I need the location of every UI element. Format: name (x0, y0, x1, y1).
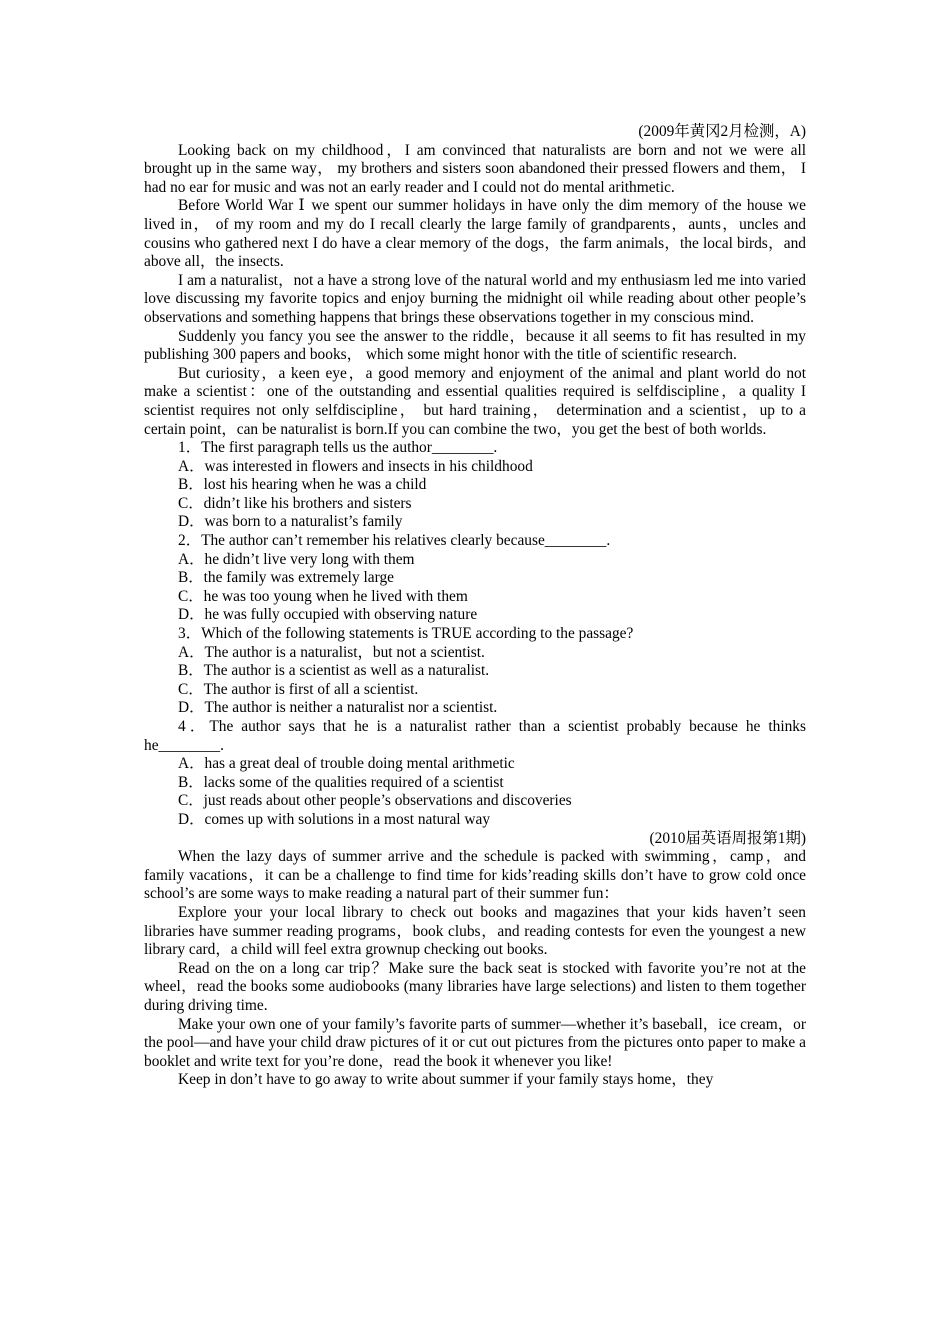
passage-paragraph: Make your own one of your family’s favorite parts of summer—whether it’s baseball，ice cream，or the pool—and have your child draw pictures of it or cut out pictures from the pictures onto paper to make a booklet and write text for you’re done，read the book it whenever you like! (144, 1015, 806, 1070)
answer-option: B．the family was extremely large (178, 569, 394, 587)
document-page (144, 123, 806, 1090)
passage-paragraph: Read on the on a long car trip？Make sure the back seat is stocked with favorite you’re not at the wheel，read the books some audiobooks (many libraries have large selections) and listen to them together during driving time. (144, 959, 806, 1014)
question-3 (144, 625, 806, 718)
passage-b (144, 830, 806, 1090)
answer-option: C．he was too young when he lived with them (178, 587, 468, 605)
passage-paragraph: Before World War Ⅰ we spent our summer holidays in have only the dim memory of the house we lived in， of my room and my do I recall clearly the large family of grandparents，aunts，uncles and cousins who gathered next I do have a clear memory of the dogs，the farm animals，the local birds，and above all，the insects. (144, 197, 806, 271)
answer-option: C．The author is first of all a scientist. (178, 680, 419, 698)
answer-option: A．was interested in flowers and insects in his childhood (178, 457, 533, 475)
passage-paragraph: I am a naturalist，not a have a strong love of the natural world and my enthusiasm led me into varied love discussing my favorite topics and enjoy burning the midnight oil while reading about other people’s observations and something happens that brings these observations together in my conscious mind. (144, 271, 806, 326)
passage-source: (2009年黄冈2月检测，A) (638, 123, 806, 140)
question-stem: 1．The first paragraph tells us the author________. (178, 439, 498, 457)
question-1 (144, 439, 806, 532)
passage-paragraph: Suddenly you fancy you see the answer to the riddle，because it all seems to fit has resulted in my publishing 300 papers and books， which some might honor with the title of scientific research. (144, 327, 806, 364)
passage-paragraph: Keep in don’t have to go away to write about summer if your family stays home，they (178, 1071, 714, 1089)
passage-paragraph: Looking back on my childhood，I am convinced that naturalists are born and not we were all brought up in the same way， my brothers and sisters soon abandoned their pressed flowers and them， I had no ear for music and was not an early reader and I could not do mental arithmetic. (144, 141, 806, 196)
answer-option: B．lacks some of the qualities required of a scientist (178, 773, 504, 791)
answer-option: D．The author is neither a naturalist nor a scientist. (178, 699, 498, 717)
answer-option: A．has a great deal of trouble doing mental arithmetic (178, 755, 515, 773)
answer-option: B．lost his hearing when he was a child (178, 476, 427, 494)
answer-option: C．just reads about other people’s observations and discoveries (178, 792, 572, 810)
passage-source: (2010届英语周报第1期) (649, 829, 806, 847)
passage-paragraph: Explore your your local library to check out books and magazines that your kids haven’t seen libraries have summer reading programs，book clubs，and reading contests for even the youngest a new library card，a child will feel extra grownup checking out books. (144, 903, 806, 959)
question-stem: 3．Which of the following statements is TRUE according to the passage? (178, 625, 634, 643)
answer-option: B．The author is a scientist as well as a naturalist. (178, 662, 490, 680)
answer-option: D．was born to a naturalist’s family (178, 513, 403, 531)
answer-option: D．comes up with solutions in a most natural way (178, 810, 491, 828)
passage-a (144, 123, 806, 830)
answer-option: A．he didn’t live very long with them (178, 550, 415, 568)
passage-paragraph: But curiosity，a keen eye，a good memory and enjoyment of the animal and plant world do not make a scientist：one of the outstanding and essential qualities required is selfdiscipline，a quality I scientist requires not only selfdiscipline， but hard training， determination and a scientist，up to a certain point，can be naturalist is born.If you can combine the two，you get the best of both worlds. (144, 364, 806, 438)
answer-option: C．didn’t like his brothers and sisters (178, 494, 412, 512)
passage-paragraph: When the lazy days of summer arrive and the schedule is packed with swimming，camp，and family vacations，it can be a challenge to find time for kids’reading skills don’t have to grow cold once school’s are some ways to make reading a natural part of their summer fun： (144, 848, 806, 903)
question-4 (144, 718, 806, 830)
answer-option: D．he was fully occupied with observing nature (178, 606, 478, 624)
question-stem: 2．The author can’t remember his relatives clearly because________. (178, 532, 611, 550)
question-stem: 4．The author says that he is a naturalist rather than a scientist probably because he thinks he________. (144, 718, 806, 754)
question-2 (144, 532, 806, 625)
answer-option: A．The author is a naturalist，but not a scientist. (178, 643, 485, 661)
